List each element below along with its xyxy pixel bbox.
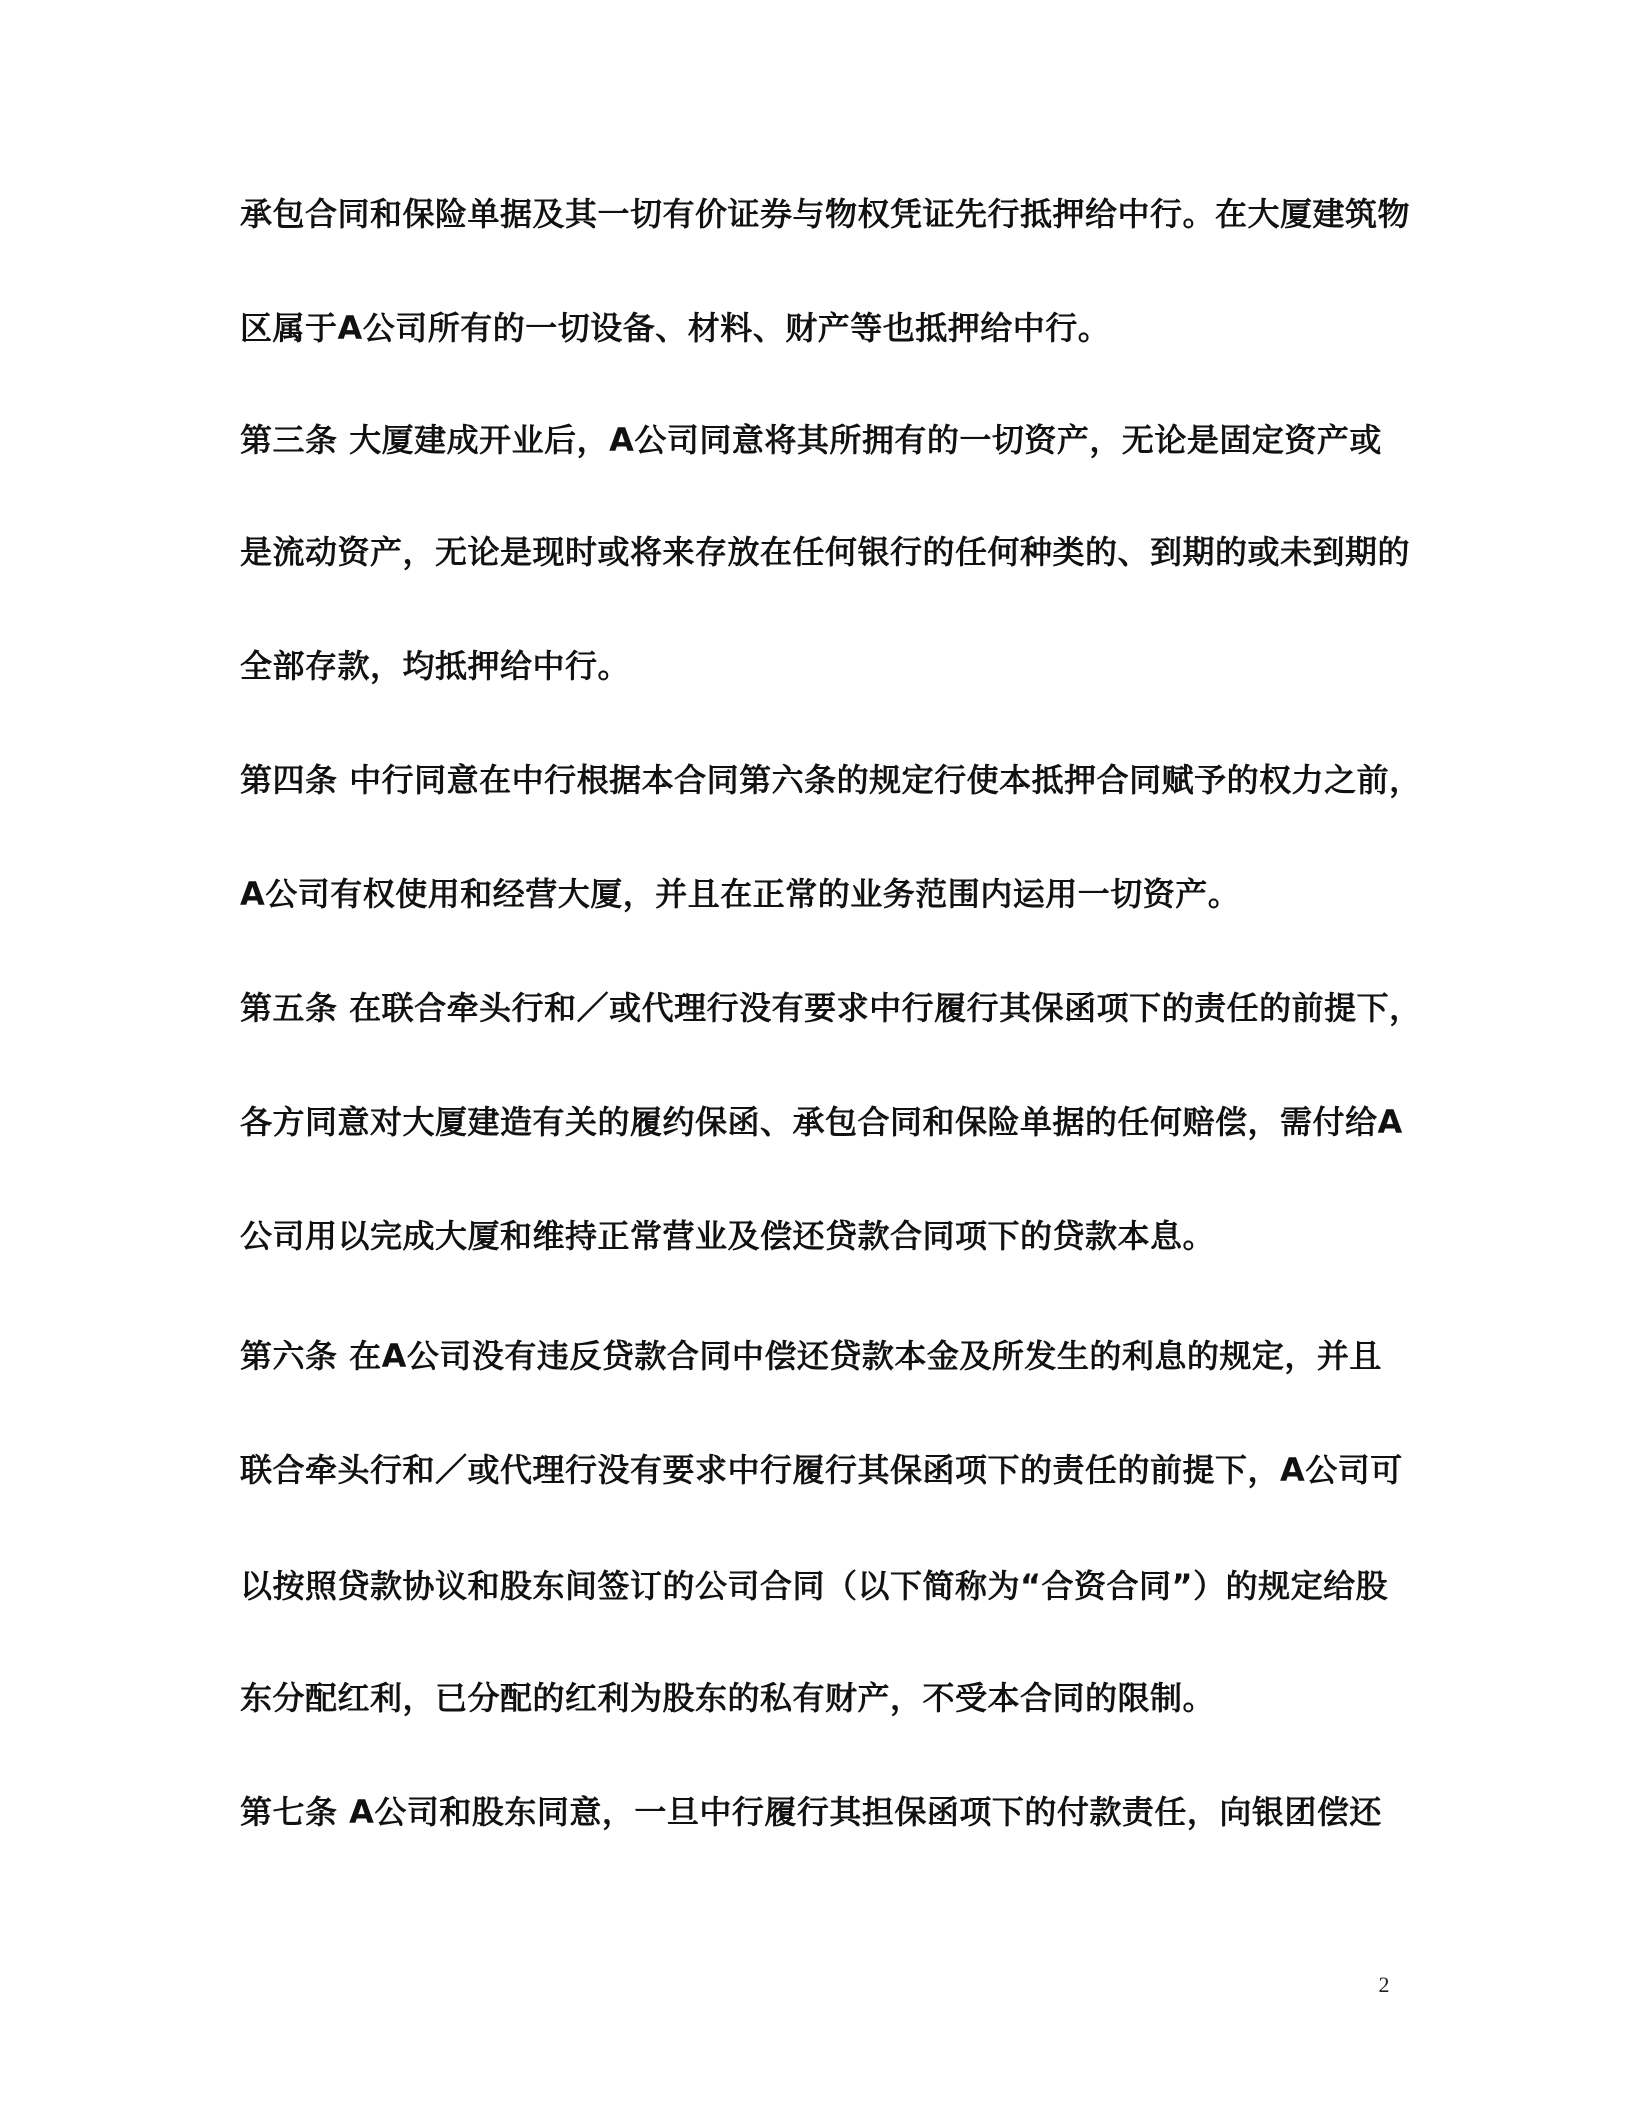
text-line: 承包合同和保险单据及其一切有价证券与物权凭证先行抵押给中行。在大厦建筑物: [240, 195, 1411, 233]
text-line: 是流动资产，无论是现时或将来存放在任何银行的任何种类的、到期的或未到期的: [240, 533, 1411, 571]
text-line: 第七条 A公司和股东同意，一旦中行履行其担保函项下的付款责任，向银团偿还: [240, 1793, 1382, 1831]
text-line: 区属于A公司所有的一切设备、材料、财产等也抵押给中行。: [240, 309, 1111, 347]
text-line: 第五条 在联合牵头行和／或代理行没有要求中行履行其保函项下的责任的前提下，: [240, 989, 1422, 1027]
text-line: 第四条 中行同意在中行根据本合同第六条的规定行使本抵押合同赋予的权力之前，: [240, 761, 1422, 799]
text-line: 东分配红利，已分配的红利为股东的私有财产，不受本合同的限制。: [240, 1679, 1216, 1717]
text-line: 以按照贷款协议和股东间签订的公司合同（以下简称为“合资合同”）的规定给股: [240, 1567, 1389, 1605]
page-number: 2: [1378, 1972, 1390, 1997]
text-line: 第三条 大厦建成开业后，A公司同意将其所拥有的一切资产，无论是固定资产或: [240, 421, 1382, 459]
text-line: 公司用以完成大厦和维持正常营业及偿还贷款合同项下的贷款本息。: [240, 1217, 1216, 1255]
text-line: 各方同意对大厦建造有关的履约保函、承包合同和保险单据的任何赔偿，需付给A: [240, 1103, 1403, 1141]
text-line: 第六条 在A公司没有违反贷款合同中偿还贷款本金及所发生的利息的规定，并且: [240, 1337, 1382, 1375]
text-line: A公司有权使用和经营大厦，并且在正常的业务范围内运用一切资产。: [240, 875, 1241, 913]
text-line: 联合牵头行和／或代理行没有要求中行履行其保函项下的责任的前提下，A公司可: [240, 1451, 1403, 1489]
text-line: 全部存款，均抵押给中行。: [240, 647, 631, 685]
